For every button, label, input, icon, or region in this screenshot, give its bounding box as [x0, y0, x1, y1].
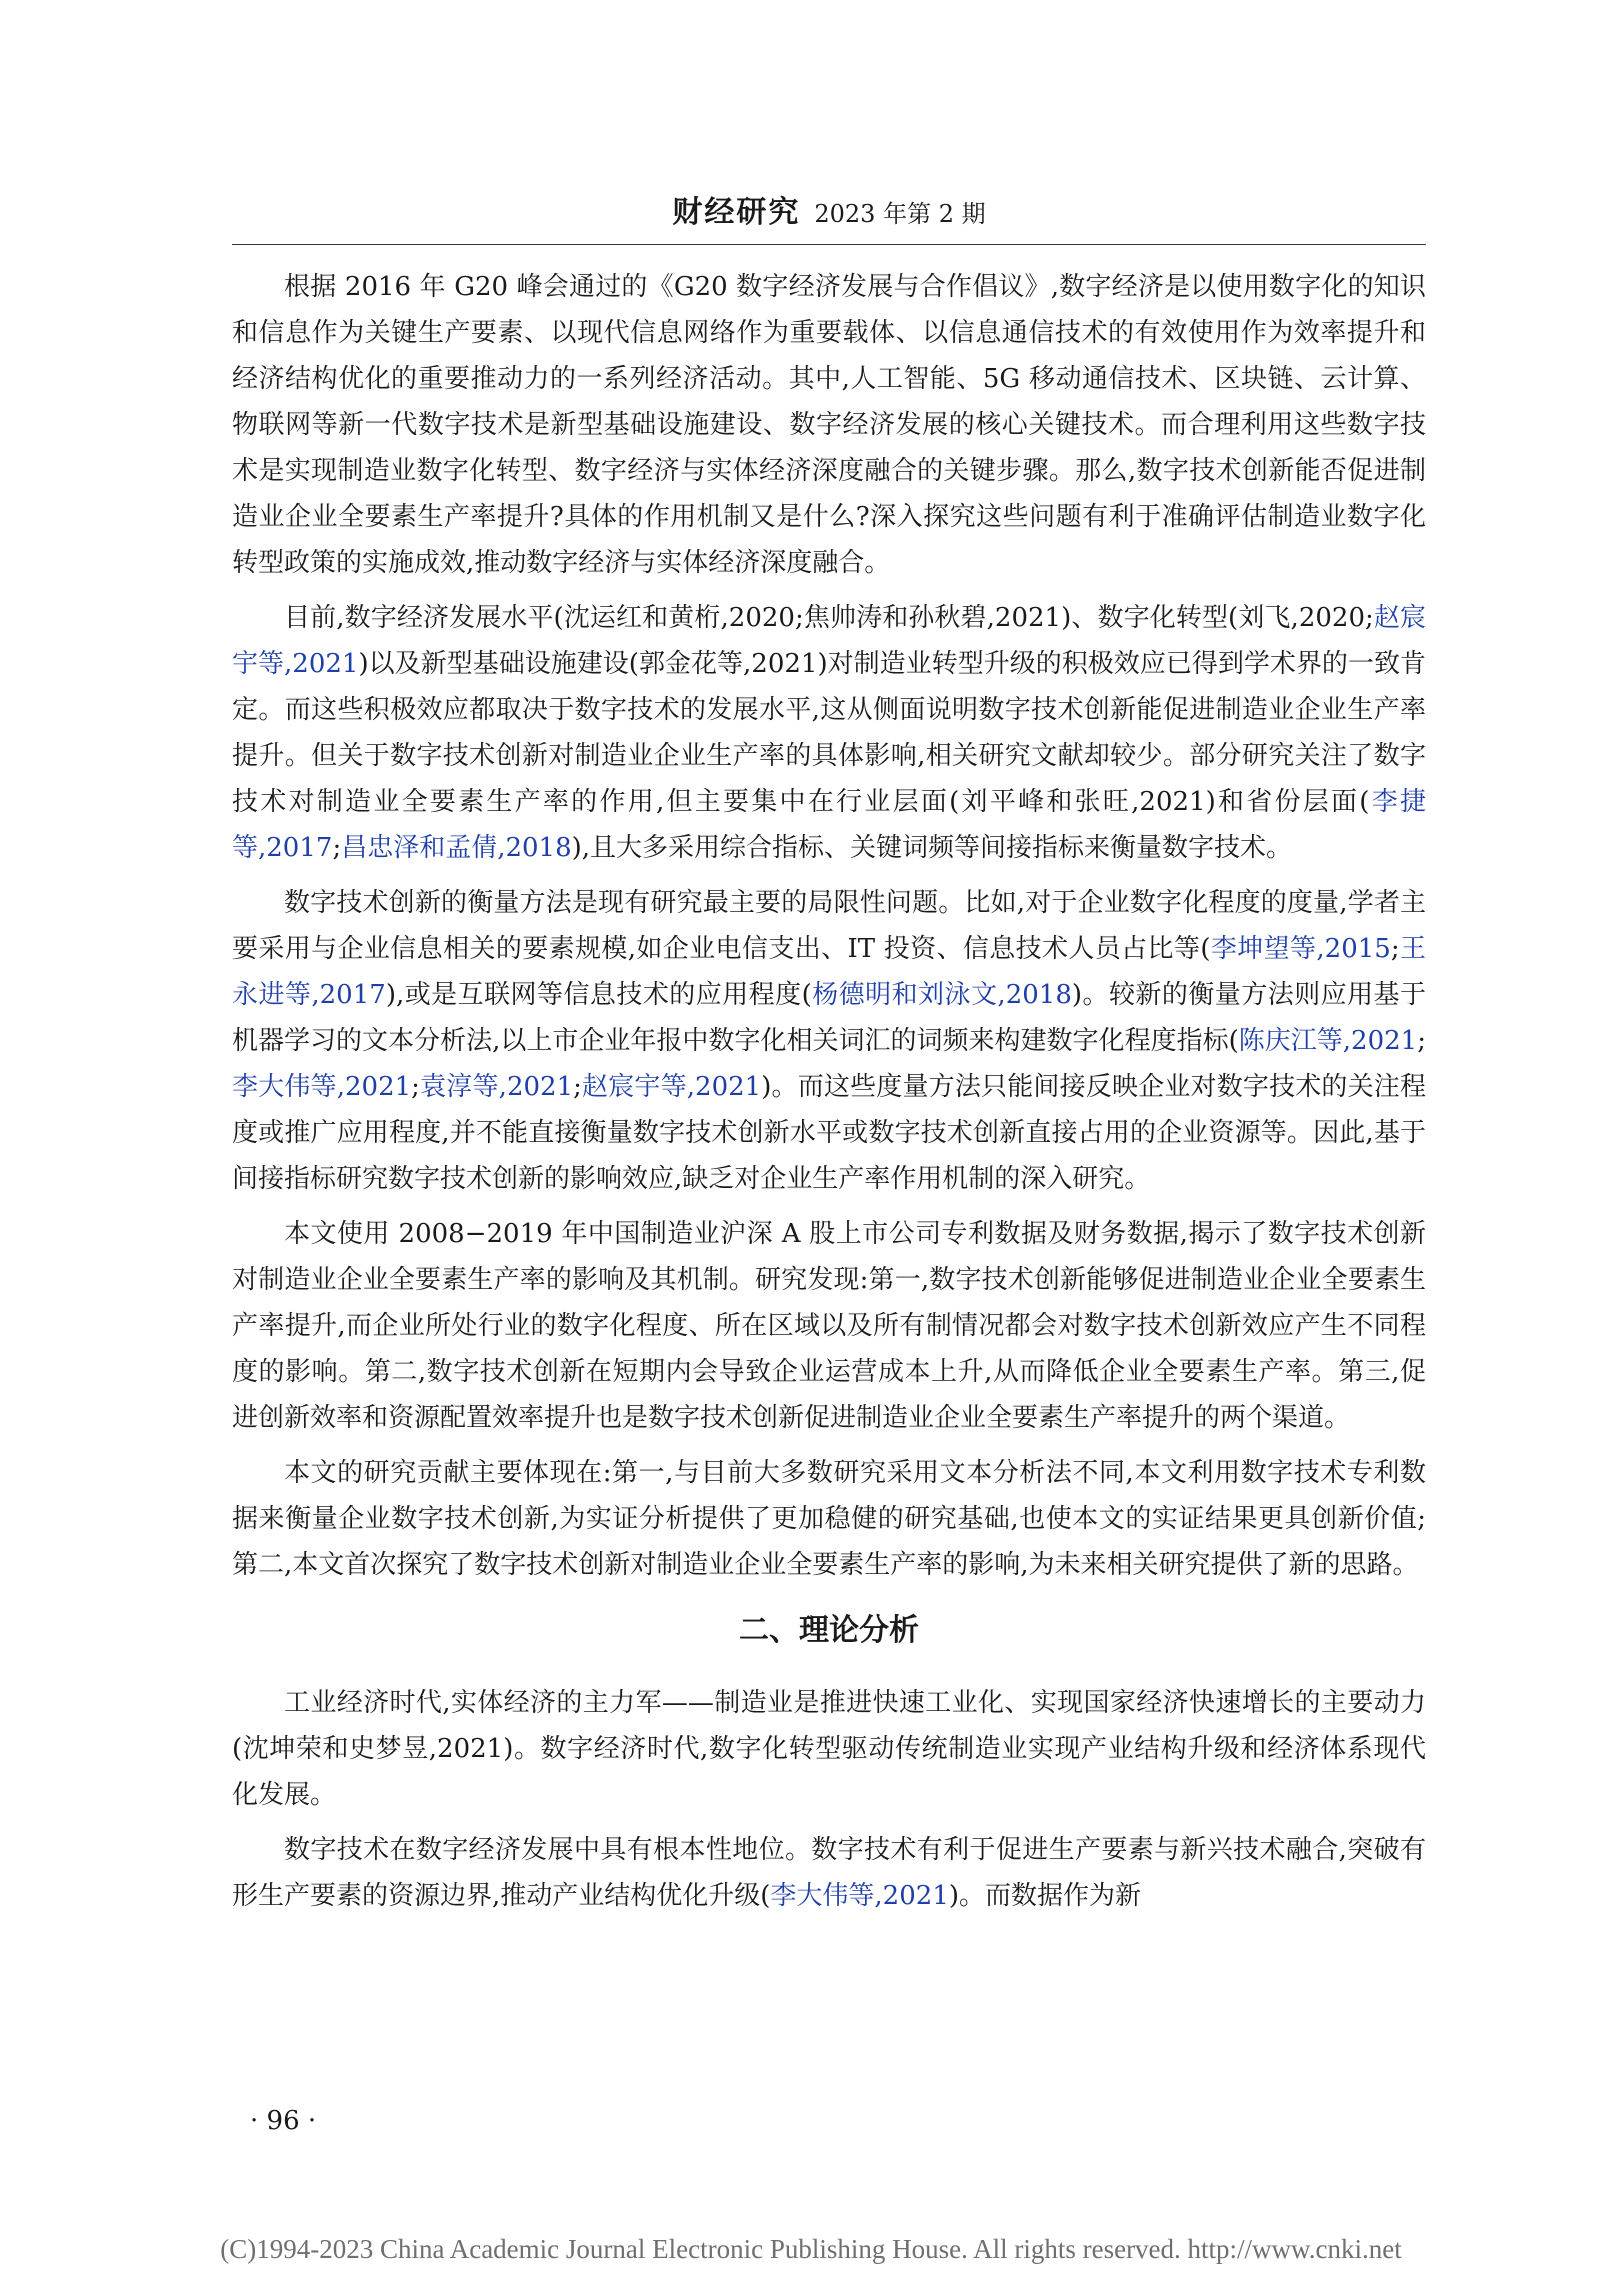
citation-link[interactable]: 李大伟等,2021 [770, 1881, 949, 1911]
section-heading: 二、理论分析 [739, 1613, 919, 1648]
text-run: ; [573, 1072, 582, 1102]
page-number: · 96 · [250, 2106, 317, 2136]
text-run: ),或是互联网等信息技术的应用程度( [385, 980, 812, 1010]
paragraph: 本文的研究贡献主要体现在:第一,与目前大多数研究采用文本分析法不同,本文利用数字技术专利数据来衡量企业数字技术创新,为实证分析提供了更加稳健的研究基础,也使本文的实证结果更具创新价值;第二,本文首次探究了数字技术创新对制造业企业全要素生产率的影响,为未来相关研究提供了新的思路。 [232, 1458, 1426, 1580]
article-body [232, 264, 1426, 1928]
paragraph [232, 1827, 1426, 1919]
text-run: ; [1390, 934, 1400, 964]
citation-link[interactable]: 李捷等,2017 [232, 787, 1426, 863]
paragraph [232, 595, 1426, 871]
citation-link[interactable]: 袁淳等,2021 [419, 1072, 574, 1102]
text-run: ; [332, 833, 342, 863]
journal-name: 财经研究 [672, 195, 801, 230]
text-run: 数字技术创新的衡量方法是现有研究最主要的局限性问题。比如,对于企业数字化程度的度量,学者主要采用与企业信息相关的要素规模,如企业电信支出、IT 投资、信息技术人员占比等( [232, 888, 1426, 964]
citation-link[interactable]: 赵宸宇等,2021 [232, 603, 1426, 679]
text-run: )。而这些度量方法只能间接反映企业对数字技术的关注程度或推广应用程度,并不能直接衡量数字技术创新水平或数字技术创新直接占用的企业资源等。因此,基于间接指标研究数字技术创新的影响效应,缺乏对企业生产率作用机制的深入研究。 [232, 1072, 1426, 1194]
text-run: ; [411, 1072, 420, 1102]
paragraph: 根据 2016 年 G20 峰会通过的《G20 数字经济发展与合作倡议》,数字经济是以使用数字化的知识和信息作为关键生产要素、以现代信息网络作为重要载体、以信息通信技术的有效使用作为效率提升和经济结构优化的重要推动力的一系列经济活动。其中,人工智能、5G 移动通信技术、区块链、云计算、物联网等新一代数字技术是新型基础设施建设、数字经济发展的核心关键技术。而合理利用这些数字技术是实现制造业数字化转型、数字经济与实体经济深度融合的关键步骤。那么,数字技术创新能否促进制造业企业全要素生产率提升?具体的作用机制又是什么?深入探究这些问题有利于准确评估制造业数字化转型政策的实施成效,推动数字经济与实体经济深度融合。 [232, 272, 1426, 578]
citation-link[interactable]: 李坤望等,2015 [1210, 934, 1391, 964]
citation-link[interactable]: 昌忠泽和孟倩,2018 [341, 833, 572, 863]
paragraph [232, 880, 1426, 1202]
citation-link[interactable]: 王永进等,2017 [232, 934, 1426, 1010]
text-run: )以及新型基础设施建设(郭金花等,2021)对制造业转型升级的积极效应已得到学术界的一致肯定。而这些积极效应都取决于数字技术的发展水平,这从侧面说明数字技术创新能促进制造业企业生产率提升。但关于数字技术创新对制造业企业生产率的具体影响,相关研究文献却较少。部分研究关注了数字技术对制造业全要素生产率的作用,但主要集中在行业层面(刘平峰和张旺,2021)和省份层面( [232, 649, 1426, 817]
issue-label: 2023 年第 2 期 [814, 200, 986, 228]
paragraph: 工业经济时代,实体经济的主力军——制造业是推进快速工业化、实现国家经济快速增长的主要动力(沈坤荣和史梦昱,2021)。数字经济时代,数字化转型驱动传统制造业实现产业结构升级和经济体系现代化发展。 [232, 1688, 1426, 1810]
citation-link[interactable]: 杨德明和刘泳文,2018 [811, 980, 1072, 1010]
header-rule [232, 244, 1426, 245]
text-run: ; [1417, 1026, 1426, 1056]
text-run: 数字技术在数字经济发展中具有根本性地位。数字技术有利于促进生产要素与新兴技术融合,突破有形生产要素的资源边界,推动产业结构优化升级( [232, 1835, 1426, 1911]
copyright-footer: (C)1994-2023 China Academic Journal Electronic Publishing House. All rights reserved. http://www.cnki.net [220, 2234, 1402, 2264]
citation-link[interactable]: 李大伟等,2021 [232, 1072, 412, 1102]
text-run: )。较新的衡量方法则应用基于机器学习的文本分析法,以上市企业年报中数字化相关词汇的词频来构建数字化程度指标( [232, 980, 1427, 1056]
text-run: )。而数据作为新 [948, 1881, 1142, 1911]
citation-link[interactable]: 赵宸宇等,2021 [581, 1072, 762, 1102]
paragraph: 本文使用 2008−2019 年中国制造业沪深 A 股上市公司专利数据及财务数据,揭示了数字技术创新对制造业企业全要素生产率的影响及其机制。研究发现:第一,数字技术创新能够促进制造业企业全要素生产率提升,而企业所处行业的数字化程度、所在区域以及所有制情况都会对数字技术创新效应产生不同程度的影响。第二,数字技术创新在短期内会导致企业运营成本上升,从而降低企业全要素生产率。第三,促进创新效率和资源配置效率提升也是数字技术创新促进制造业企业全要素生产率提升的两个渠道。 [232, 1219, 1426, 1433]
citation-link[interactable]: 陈庆江等,2021 [1238, 1026, 1418, 1056]
text-run: 目前,数字经济发展水平(沈运红和黄桁,2020;焦帅涛和孙秋碧,2021)、数字化转型(刘飞,2020; [284, 603, 1374, 633]
text-run: ),且大多采用综合指标、关键词频等间接指标来衡量数字技术。 [571, 833, 1293, 863]
running-header [232, 196, 1426, 231]
